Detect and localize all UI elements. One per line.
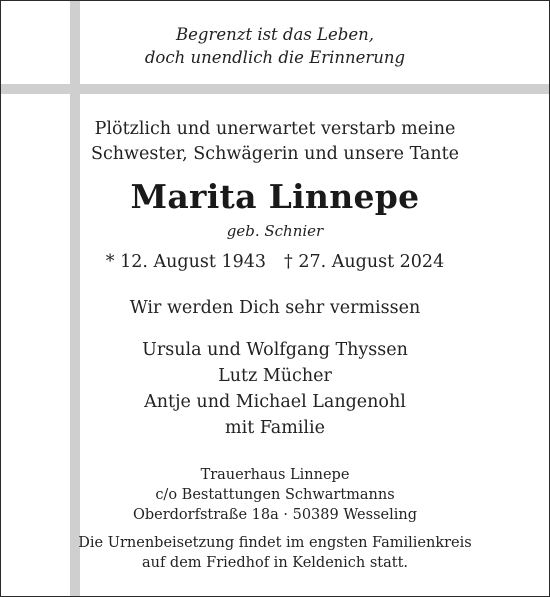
burial-note-line-1: Die Urnenbeisetzung findet im engsten Familienkreis xyxy=(78,535,472,551)
intro-line-2: Schwester, Schwägerin und unsere Tante xyxy=(90,144,460,164)
mourner-line: mit Familie xyxy=(225,418,325,438)
address-line-2: c/o Bestattungen Schwartmanns xyxy=(155,487,395,503)
birth-date: * 12. August 1943 xyxy=(105,252,266,272)
address-line-3: Oberdorfstraße 18a · 50389 Wesseling xyxy=(132,507,418,523)
burial-note-line-2: auf dem Friedhof in Keldenich statt. xyxy=(141,555,409,571)
deceased-name: Marita Linnepe xyxy=(130,177,420,216)
mourners-list xyxy=(1,337,549,441)
cross-horizontal-bar xyxy=(1,84,549,94)
memorial-quote xyxy=(1,23,549,69)
death-date: † 27. August 2024 xyxy=(284,252,445,272)
mourner-line: Antje und Michael Langenohl xyxy=(144,392,406,412)
burial-note xyxy=(1,533,549,573)
condolence-address xyxy=(1,465,549,525)
maiden-name: geb. Schnier xyxy=(226,222,324,240)
life-dates xyxy=(1,249,549,275)
address-line-1: Trauerhaus Linnepe xyxy=(200,467,350,483)
intro-line-1: Plötzlich und unerwartet verstarb meine xyxy=(94,119,456,139)
intro-text xyxy=(1,117,549,167)
farewell-line: Wir werden Dich sehr vermissen xyxy=(129,298,421,318)
mourner-line: Ursula und Wolfgang Thyssen xyxy=(142,340,408,360)
mourner-line: Lutz Mücher xyxy=(218,366,332,386)
quote-line-1: Begrenzt ist das Leben, xyxy=(176,25,374,44)
quote-line-2: doch unendlich die Erinnerung xyxy=(144,48,406,67)
